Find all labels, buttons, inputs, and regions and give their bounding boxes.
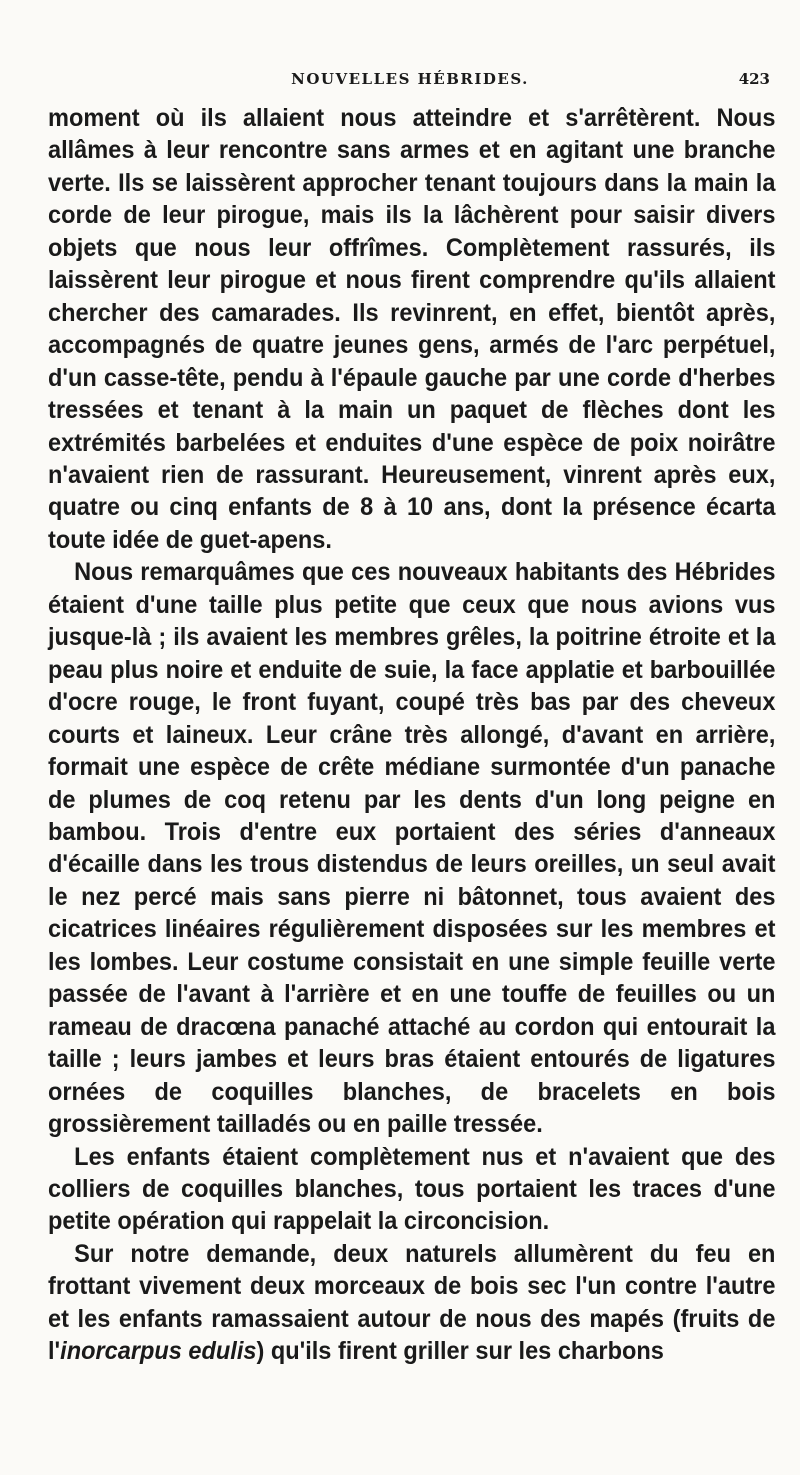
paragraph-3: Les enfants étaient complètement nus et n'avaient que des colliers de coquilles blanches, tous portaient les traces d'une petite opération qui rappelait la circoncision. [48, 1142, 776, 1236]
paragraph-4-start: Sur notre demande, deux naturels allumèrent du feu en frottant vivement deux morceaux de bois sec l'un contre l'autre et les enfants ramassaient autour de nous des mapés (fruits de l' [48, 1239, 776, 1366]
species-name: inorcarpus edulis [60, 1337, 257, 1366]
paragraph-2: Nous remarquâmes que ces nouveaux habitants des Hébrides étaient d'une taille plus petite que ceux que nous avions vus jusque-là ; ils avaient les membres grêles, la poitrine étroite et la peau plus noire et enduite de suie, la face applatie et barbouillée d'ocre rouge, le front fuyant, coupé très bas par des cheveux courts et laineux. Leur crâne très allongé, d'avant en arrière, formait une espèce de crête médiane surmontée d'un panache de plumes de coq retenu par les dents d'un long peigne en bambou. Trois d'entre eux portaient des séries d'anneaux d'écaille dans les trous distendus de leurs oreilles, un seul avait le nez percé mais sans pierre ni bâtonnet, tous avaient des cicatrices linéaires régulièrement disposées sur les membres et les lombes. Leur costume consistait en une simple feuille verte passée de l'avant à l'arrière et en une touffe de feuilles ou un rameau de dracœna panaché attaché au cordon qui entourait la taille ; leurs jambes et leurs bras étaient entourés de ligatures ornées de coquilles blanches, de bracelets en bois grossièrement tailladés ou en paille tressée. [48, 558, 776, 1139]
page-number: 423 [738, 70, 770, 88]
page-header [48, 70, 772, 94]
paragraph-4-end: ) qu'ils firent griller sur les charbons [256, 1337, 664, 1366]
paragraph-4 [48, 1238, 775, 1368]
body-text [48, 102, 775, 1368]
running-title: NOUVELLES HÉBRIDES. [291, 70, 529, 88]
paragraph-1: moment où ils allaient nous atteindre et s'arrêtèrent. Nous allâmes à leur rencontre sans armes et en agitant une branche verte. Ils se laissèrent approcher tenant toujours dans la main la corde de leur pirogue, mais ils la lâchèrent pour saisir divers objets que nous leur offrîmes. Complètement rassurés, ils laissèrent leur pirogue et nous firent comprendre qu'ils allaient chercher des camarades. Ils revinrent, en effet, bientôt après, accompagnés de quatre jeunes gens, armés de l'arc perpétuel, d'un casse-tête, pendu à l'épaule gauche par une corde d'herbes tressées et tenant à la main un paquet de flèches dont les extrémités barbelées et enduites d'une espèce de poix noirâtre n'avaient rien de rassurant. Heureusement, vinrent après eux, quatre ou cinq enfants de 8 à 10 ans, dont la présence écarta toute idée de guet-apens. [48, 104, 776, 554]
